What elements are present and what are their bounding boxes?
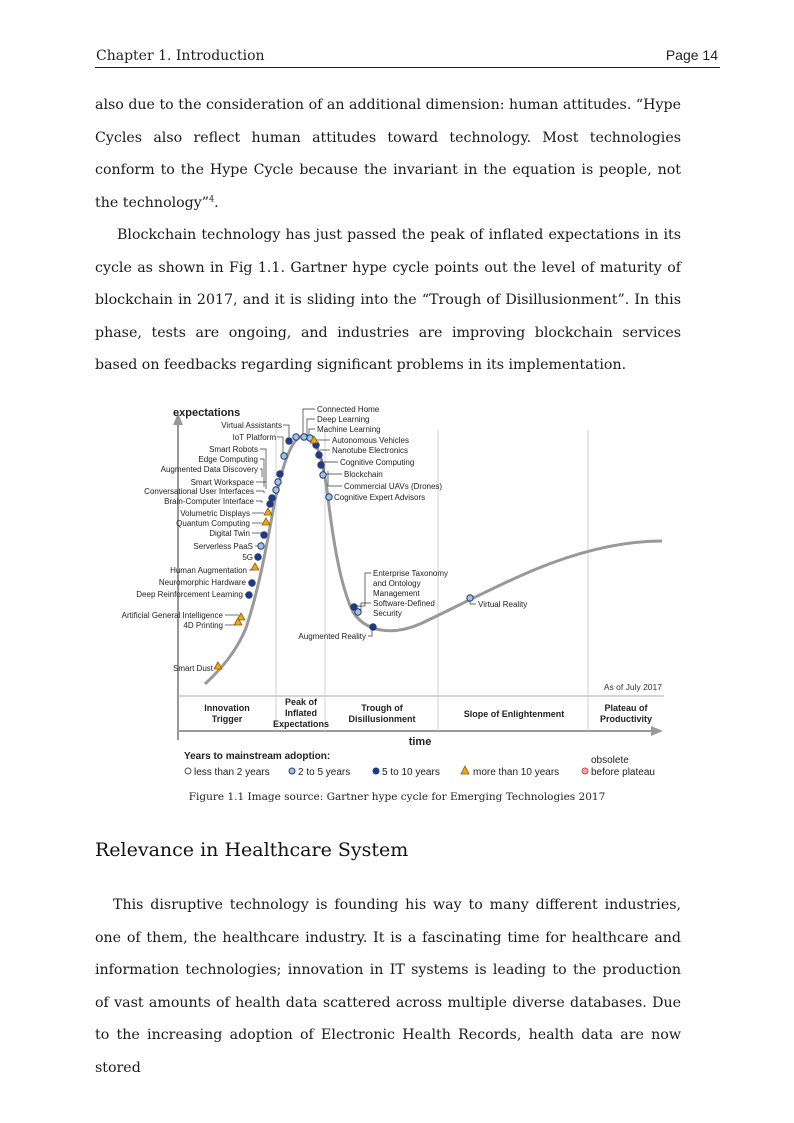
marker-neuromorphic-hardware[interactable] [249,580,255,586]
marker-volumetric-displays[interactable] [264,508,272,515]
label-virtual-assistants: Virtual Assistants [221,421,282,430]
paragraph-hype-attitudes [95,89,681,219]
trough-labels [298,569,527,641]
marker-conversational-ui[interactable] [273,487,279,493]
marker-cognitive-computing[interactable] [316,452,322,458]
legend-title: Years to mainstream adoption: [184,751,331,762]
paragraph-blockchain-cycle: Blockchain technology has just passed the peak of inflated expectations in its cycle as shown in Fig 1.1. Gartner hype cycle points out the level of maturity of blockchain in 2017, and it is sliding into the “Trough of Disillusionment”. In this phase, tests are ongoing, and industries are improving blockchain services based on feedbacks regarding significant problems in its implementation. [95,227,681,373]
label-smart-robots: Smart Robots [209,445,258,454]
label-deep-learning: Deep Learning [317,415,370,424]
section-title: Relevance in Healthcare System [95,839,409,861]
label-sds-1: Software-Defined [373,599,435,608]
marker-digital-twin[interactable] [261,532,267,538]
phase-trough-2: Disillusionment [348,714,416,724]
label-cognitive-computing: Cognitive Computing [340,458,415,467]
label-serverless-paas: Serverless PaaS [193,542,253,551]
label-edge-computing: Edge Computing [198,455,258,464]
as-of-date: As of July 2017 [603,682,662,692]
y-axis-label: expectations [173,407,241,419]
phase-plateau-1: Plateau of [604,703,648,713]
label-autonomous-vehicles: Autonomous Vehicles [332,436,409,445]
legend-marker-less-2 [185,768,191,774]
label-smart-workspace: Smart Workspace [190,478,254,487]
label-agi: Artificial General Intelligence [121,611,223,620]
label-smart-dust: Smart Dust [172,664,213,673]
right-labels [317,405,442,502]
label-human-augmentation: Human Augmentation [170,566,247,575]
legend-obsolete-2: before plateau [591,767,655,778]
legend-more-10: more than 10 years [473,767,560,778]
label-deep-reinforcement-learning: Deep Reinforcement Learning [136,590,243,599]
label-enterprise-3: Management [373,589,420,598]
phase-peak-3: Expectations [272,719,330,729]
phase-slope: Slope of Enlightenment [463,709,565,719]
marker-smart-workspace[interactable] [275,479,281,485]
legend-2-5: 2 to 5 years [298,767,351,778]
marker-augmented-data-discovery[interactable] [269,495,275,501]
phase-plateau-2: Productivity [599,714,653,724]
label-blockchain: Blockchain [344,470,383,479]
label-augmented-data-discovery: Augmented Data Discovery [160,465,258,474]
phase-innovation-1: Innovation [204,703,250,713]
legend-marker-2-5 [289,768,295,774]
marker-smart-dust[interactable] [214,662,222,669]
label-4d-printing: 4D Printing [183,621,223,630]
label-iot-platform: IoT Platform [232,433,276,442]
label-brain-computer-interface: Brain-Computer Interface [164,497,254,506]
marker-serverless-paas[interactable] [258,543,264,549]
legend-less-2: less than 2 years [194,767,270,778]
label-neuromorphic-hardware: Neuromorphic Hardware [158,578,246,587]
label-conversational-ui: Conversational User Interfaces [144,487,254,496]
label-volumetric-displays: Volumetric Displays [180,509,250,518]
label-connected-home: Connected Home [317,405,380,414]
label-sds-2: Security [373,609,402,618]
marker-quantum-computing[interactable] [262,518,270,525]
label-5g: 5G [242,553,253,562]
label-quantum-computing: Quantum Computing [176,519,250,528]
label-enterprise-2: and Ontology [373,579,421,588]
marker-augmented-reality[interactable] [370,624,376,630]
phase-labels [204,697,652,729]
marker-virtual-assistants[interactable] [286,438,292,444]
hype-cycle-chart [105,398,675,784]
label-commercial-uavs: Commercial UAVs (Drones) [344,482,443,491]
label-augmented-reality: Augmented Reality [298,632,366,641]
label-digital-twin: Digital Twin [209,529,250,538]
marker-deep-reinforcement-learning[interactable] [246,592,252,598]
marker-iot-platform[interactable] [281,453,287,459]
legend-5-10: 5 to 10 years [382,767,440,778]
chapter-header: Chapter 1. Introduction [96,48,265,64]
phase-trough-1: Trough of [361,703,403,713]
marker-commercial-uavs[interactable] [318,462,324,468]
paragraph-text: also due to the consideration of an additional dimension: human attitudes. “Hype Cycles also reflect human attitudes toward technology. Most technologies conform to the Hype Cycle because the invariant in the equation is people, not the technology” [95,97,681,211]
legend-marker-5-10 [373,768,379,774]
marker-deep-learning[interactable] [301,434,307,440]
paragraph-healthcare: This disruptive technology is founding his way to many different industries, one of them, the healthcare industry. It is a fascinating time for healthcare and information technologies; innovation in IT systems is leading to the production of vast amounts of health data scattered across multiple diverse databases. Due to the increasing adoption of Electronic Health Records, health data are now stored [95,897,681,1076]
marker-virtual-reality[interactable] [467,595,473,601]
legend-marker-more-10 [461,766,469,774]
paragraph-end: . [214,194,219,211]
hype-cycle-figure [105,398,675,784]
legend-marker-obsolete [582,768,588,774]
marker-edge-computing[interactable] [277,471,283,477]
label-nanotube-electronics: Nanotube Electronics [332,446,409,455]
page-number: Page 14 [665,47,718,63]
x-axis-arrow [651,726,663,736]
marker-human-augmentation[interactable] [251,563,259,570]
label-virtual-reality: Virtual Reality [478,600,528,609]
hype-curve [205,436,662,684]
x-axis-label: time [408,736,432,748]
label-enterprise-1: Enterprise Taxonomy [373,569,448,578]
marker-blockchain[interactable] [320,472,326,478]
phase-peak-2: Inflated [284,708,318,718]
phase-peak-1: Peak of [284,697,318,707]
figure-caption: Figure 1.1 Image source: Gartner hype cycle for Emerging Technologies 2017 [188,791,606,803]
marker-5g[interactable] [255,554,261,560]
legend-obsolete-1: obsolete [591,755,629,766]
marker-enterprise-taxonomy[interactable] [351,604,357,610]
marker-brain-computer-interface[interactable] [267,501,273,507]
phase-innovation-2: Trigger [211,714,243,724]
marker-connected-home[interactable] [293,434,299,440]
footnote-marker[interactable]: 4 [209,193,215,203]
marker-cognitive-expert-advisors[interactable] [326,494,332,500]
header-rule [95,67,720,68]
label-machine-learning: Machine Learning [317,425,381,434]
label-cognitive-expert-advisors: Cognitive Expert Advisors [334,493,426,502]
